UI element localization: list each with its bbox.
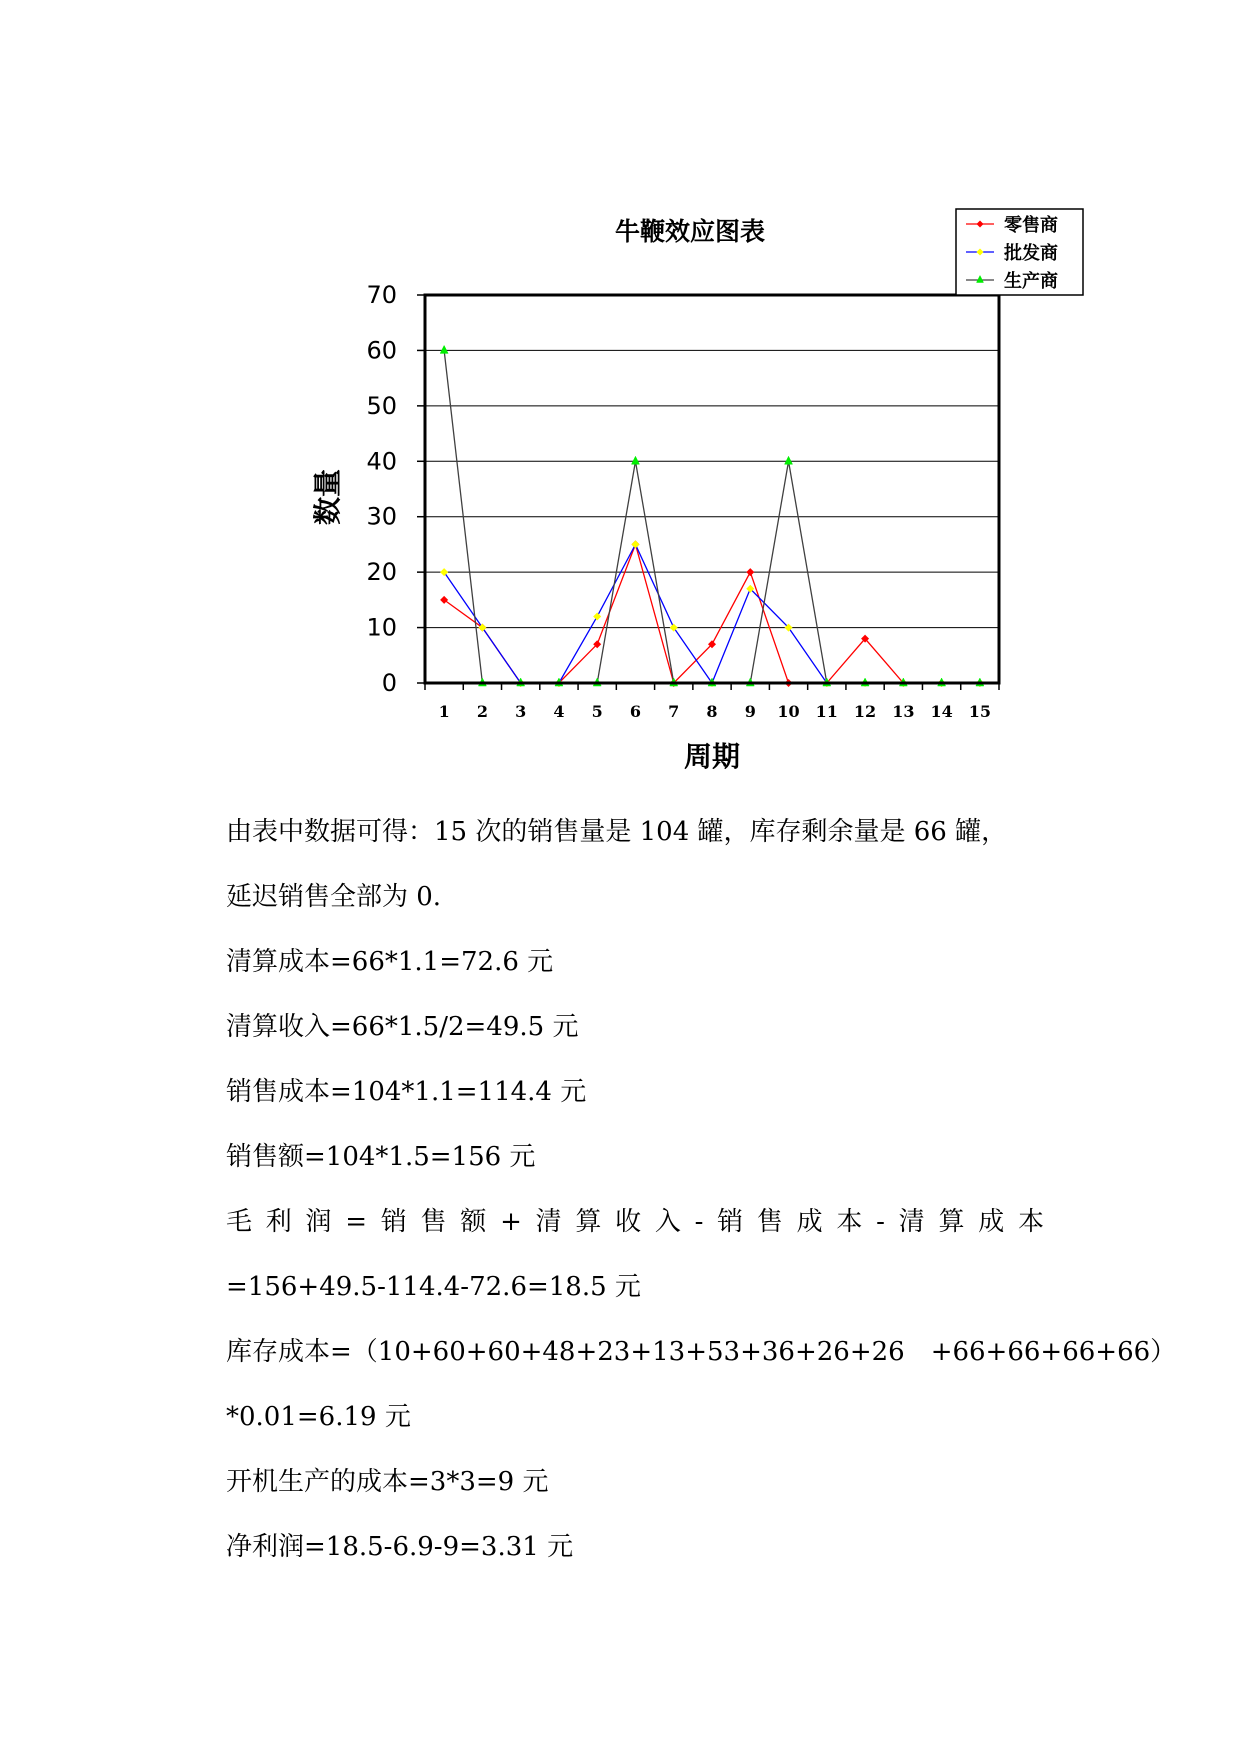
data-point-生产商-6 (631, 456, 639, 464)
text-line-7: 毛利润=销售额+清算收入-销售成本-清算成本 (226, 1207, 1046, 1237)
x-tick-label-2: 2 (476, 702, 488, 721)
data-point-生产商-10 (785, 456, 793, 464)
series-零售商 (440, 540, 984, 687)
text-line-9: 库存成本=（10+60+60+48+23+13+53+36+26+26 +66+66+66+66） (226, 1337, 1177, 1367)
text-line-3: 清算成本=66*1.1=72.6 元 (226, 947, 554, 977)
text-line-6: 销售额=104*1.5=156 元 (226, 1142, 536, 1172)
gridlines (425, 350, 999, 627)
y-axis-title: 数量 (311, 468, 344, 526)
x-tick-label-6: 6 (629, 702, 642, 721)
x-tick-label-14: 14 (930, 702, 953, 721)
legend (956, 209, 1083, 295)
series-line-零售商 (444, 544, 980, 683)
y-tick-label-50: 50 (366, 391, 397, 420)
data-point-生产商-1 (440, 345, 448, 353)
x-tick-label-3: 3 (515, 702, 527, 721)
x-tick-label-11: 11 (815, 702, 838, 721)
data-point-批发商-7 (670, 624, 678, 632)
series-生产商 (440, 345, 984, 686)
y-tick-label-70: 70 (366, 281, 397, 309)
text-line-4: 清算收入=66*1.5/2=49.5 元 (226, 1012, 579, 1042)
y-tick-label-30: 30 (366, 502, 397, 531)
text-line-8: =156+49.5-114.4-72.6=18.5 元 (226, 1272, 641, 1302)
y-tick-label-40: 40 (366, 447, 397, 476)
x-tick-label-4: 4 (553, 702, 565, 721)
text-line-10: *0.01=6.19 元 (226, 1402, 411, 1432)
series-批发商 (440, 540, 984, 687)
text-line-1: 由表中数据可得：15 次的销售量是 104 罐，库存剩余量是 66 罐， (226, 817, 1008, 847)
x-tick-label-9: 9 (744, 702, 756, 721)
x-tick-label-15: 15 (968, 702, 991, 721)
y-tick-label-60: 60 (366, 336, 397, 365)
legend-label-零售商: 零售商 (1004, 215, 1058, 236)
x-tick-label-13: 13 (892, 702, 915, 721)
legend-label-批发商: 批发商 (1004, 243, 1058, 264)
text-line-5: 销售成本=104*1.1=114.4 元 (226, 1077, 587, 1107)
x-tick-label-10: 10 (777, 702, 800, 721)
chart-title: 牛鞭效应图表 (614, 217, 766, 246)
series-line-批发商 (444, 544, 980, 683)
text-line-11: 开机生产的成本=3*3=9 元 (226, 1467, 549, 1497)
data-point-零售商-9 (746, 568, 754, 576)
x-tick-label-8: 8 (706, 702, 718, 721)
y-tick-label-20: 20 (366, 558, 397, 587)
data-point-批发商-5 (593, 612, 601, 620)
x-tick-label-12: 12 (853, 702, 877, 721)
data-point-批发商-6 (631, 540, 639, 548)
legend-label-生产商: 生产商 (1004, 271, 1058, 292)
text-line-12: 净利润=18.5-6.9-9=3.31 元 (226, 1532, 574, 1562)
x-axis-title: 周期 (683, 740, 741, 773)
x-tick-label-7: 7 (668, 702, 680, 721)
data-point-批发商-1 (440, 568, 448, 576)
bullwhip-chart (0, 0, 1241, 790)
plot-frame (425, 295, 999, 683)
analysis-text (226, 800, 1177, 1580)
x-axis-ticks (425, 683, 999, 721)
x-tick-label-5: 5 (591, 702, 603, 721)
y-tick-label-10: 10 (366, 613, 397, 642)
text-line-2: 延迟销售全部为 0. (226, 882, 442, 912)
x-tick-label-1: 1 (438, 702, 450, 721)
y-tick-label-0: 0 (381, 669, 397, 697)
y-axis-ticks (366, 281, 425, 697)
